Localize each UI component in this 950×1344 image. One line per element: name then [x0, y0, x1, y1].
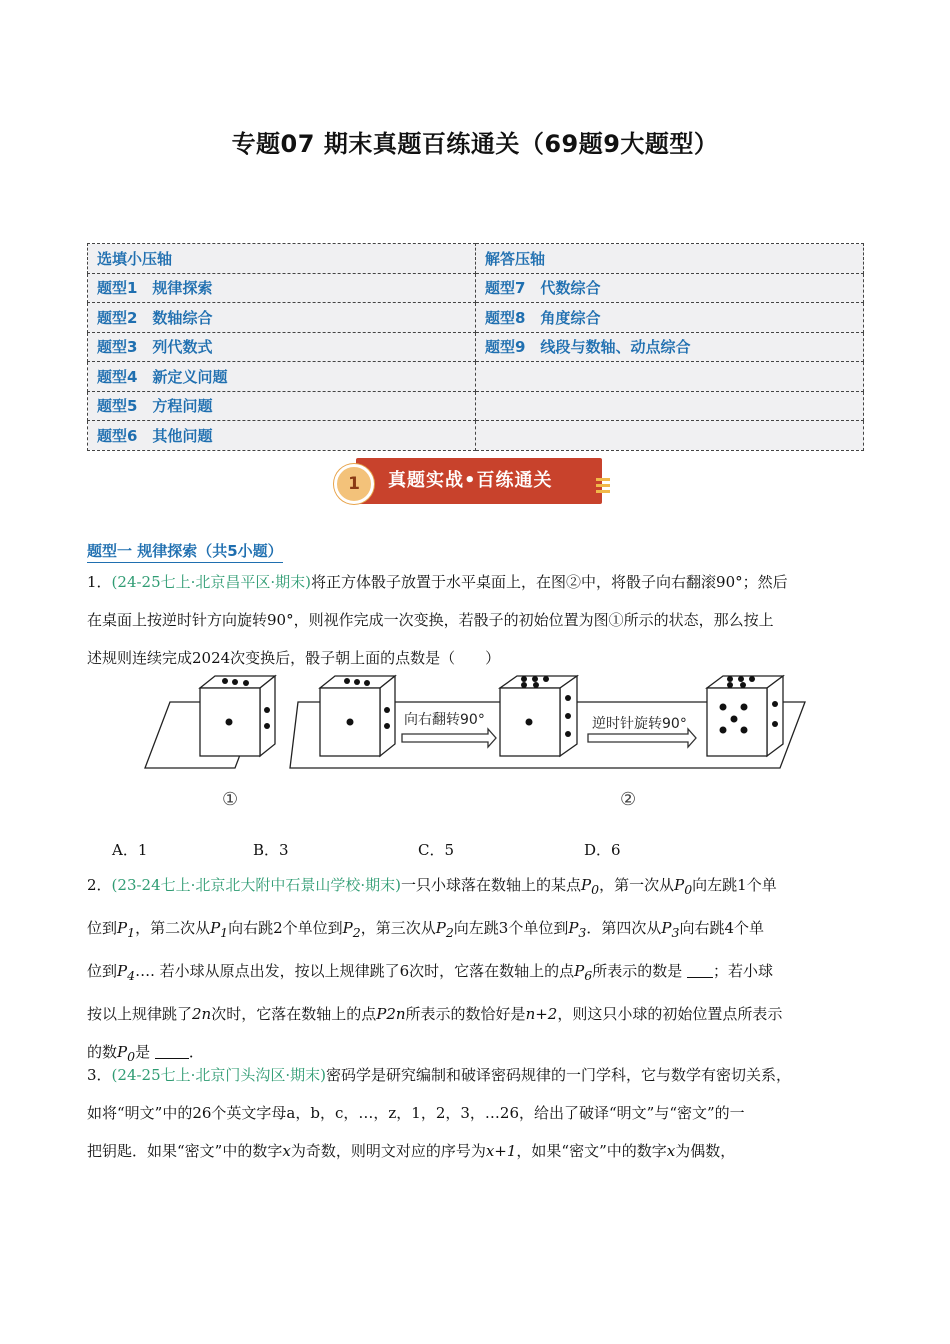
toc-item[interactable]: 题型8 角度综合: [476, 303, 864, 333]
q2-source: (23-24七上·北京北大附中石景山学校·期末): [111, 876, 402, 894]
dice-3: [500, 676, 577, 756]
dice-4: [707, 676, 783, 756]
q3-line-1: 3．(24-25七上·北京门头沟区·期末)密码学是研究编制和破译密码规律的一门学科，它与数学有密切关系，: [87, 1066, 792, 1084]
page-title: 专题07 期末真题百练通关（69题9大题型）: [231, 130, 719, 158]
label-rotate: 逆时针旋转90°: [592, 716, 687, 732]
section-banner: [334, 458, 614, 504]
q1-line-2: 在桌面上按逆时针方向旋转90°，则视作完成一次变换，若骰子的初始位置为图①所示的状态，那么按上: [87, 611, 774, 629]
q1-line-1: 1．(24-25七上·北京昌平区·期末)将正方体骰子放置于水平桌面上，在图②中，将骰子向右翻滚90°；然后: [87, 573, 788, 591]
q2-line-1: 2．(23-24七上·北京北大附中石景山学校·期末)一只小球落在数轴上的某点$P_0$，第一次从$P_0$向左跳1个单: [87, 876, 777, 897]
banner-stripe: [596, 490, 610, 493]
toc-right-header: 解答压轴: [476, 244, 864, 274]
toc-item[interactable]: 题型4 新定义问题: [88, 362, 476, 392]
toc-item[interactable]: 题型7 代数综合: [476, 273, 864, 303]
answer-blank-1[interactable]: [687, 961, 713, 978]
option-b[interactable]: B．3: [253, 841, 289, 859]
topic-table: [87, 243, 864, 451]
dice-2: [320, 676, 395, 756]
question-3: [87, 1056, 863, 1170]
q2-line-5: 的数$P_0$是 ．: [87, 1043, 204, 1064]
option-c[interactable]: C．5: [418, 841, 455, 859]
dice-1: [200, 676, 275, 756]
section-heading: 题型一 规律探索（共5小题）: [87, 540, 283, 563]
question-1: [87, 563, 863, 677]
q2-line-3: 位到$P_4\dots$. 若小球从原点出发，按以上规律跳了6次时，它落在数轴上的点$P_6$所表示的数是 ；若小球: [87, 962, 774, 983]
caption-1: ①: [222, 789, 239, 810]
option-d[interactable]: D．6: [584, 841, 621, 859]
q1-source: (24-25七上·北京昌平区·期末): [111, 573, 312, 591]
toc-empty-cell: [476, 391, 864, 421]
toc-left-header: 选填小压轴: [88, 244, 476, 274]
banner-stripe: [596, 484, 610, 487]
option-a[interactable]: A．1: [112, 841, 148, 859]
toc-empty-cell: [476, 421, 864, 451]
toc-item[interactable]: 题型9 线段与数轴、动点综合: [476, 332, 864, 362]
q3-line-3: 把钥匙．如果“密文”中的数字x为奇数，则明文对应的序号为x+1，如果“密文”中的数字x为偶数，: [87, 1142, 736, 1160]
banner-text: 真题实战•百练通关: [388, 470, 553, 491]
arrow-roll: [402, 729, 496, 747]
q2-line-2: 位到$P_1$，第二次从$P_1$向右跳2个单位到$P_2$，第三次从$P_2$向左跳3个单位到$P_3$．第四次从$P_3$向右跳4个单: [87, 919, 764, 940]
question-2: [87, 866, 863, 1076]
caption-2: ②: [620, 789, 637, 810]
label-roll: 向右翻转90°: [404, 712, 485, 728]
q3-line-2: 如将“明文”中的26个英文字母a，b，c，…，z，1，2，3，…26，给出了破译“明文”与“密文”的一: [87, 1104, 745, 1122]
toc-item[interactable]: 题型3 列代数式: [88, 332, 476, 362]
toc-item[interactable]: 题型5 方程问题: [88, 391, 476, 421]
toc-item[interactable]: 题型6 其他问题: [88, 421, 476, 451]
toc-empty-cell: [476, 362, 864, 392]
q1-line-3: 述规则连续完成2024次变换后，骰子朝上面的点数是（ ）: [87, 649, 501, 667]
banner-number: 1: [334, 464, 374, 504]
toc-item[interactable]: 题型2 数轴综合: [88, 303, 476, 333]
toc-item[interactable]: 题型1 规律探索: [88, 273, 476, 303]
dice-figure: [140, 668, 810, 813]
q2-line-4: 按以上规律跳了2n次时，它落在数轴上的点P2n所表示的数恰好是n+2，则这只小球的初始位置点所表示: [87, 1005, 783, 1023]
q3-source: (24-25七上·北京门头沟区·期末): [111, 1066, 327, 1084]
banner-stripe: [596, 478, 610, 481]
